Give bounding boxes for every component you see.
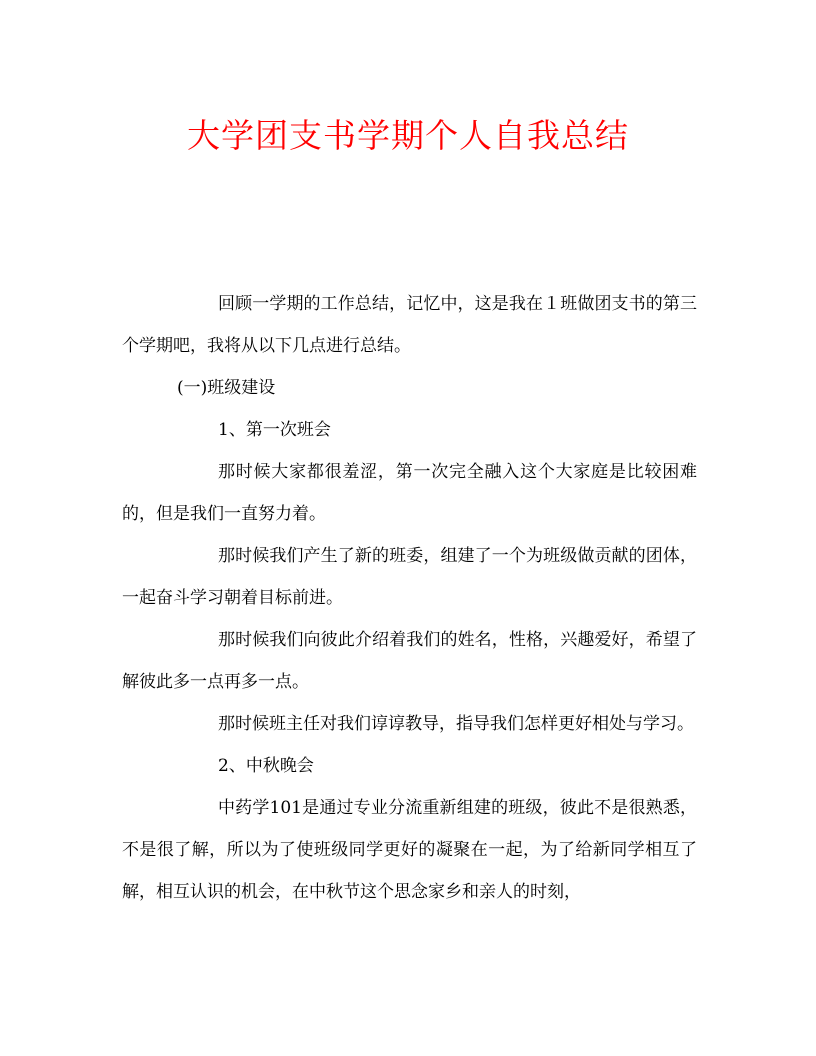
document-body <box>122 283 697 913</box>
paragraph-introductions: 那时候我们向彼此介绍着我们的姓名，性格，兴趣爱好，希望了解彼此多一点再多一点。 <box>122 630 697 692</box>
paragraph-intro: 回顾一学期的工作总结，记忆中，这是我在１班做团支书的第三个学期吧，我将从以下几点进行总结。 <box>122 294 697 356</box>
paragraph-shy: 那时候大家都很羞涩，第一次完全融入这个大家庭是比较困难的，但是我们一直努力着。 <box>122 462 697 524</box>
subheading-first-class-meeting: 1、第一次班会 <box>218 420 331 440</box>
document-title: 大学团支书学期个人自我总结 <box>187 116 629 155</box>
paragraph-new-class: 中药学101是通过专业分流重新组建的班级，彼此不是很熟悉，不是很了解，所以为了使班级同学更好的凝聚在一起，为了给新同学相互了解，相互认识的机会，在中秋节这个思念家乡和亲人的时刻， <box>122 798 697 902</box>
subheading-mid-autumn-party: 2、中秋晚会 <box>218 756 314 776</box>
paragraph-teacher-guidance: 那时候班主任对我们谆谆教导，指导我们怎样更好相处与学习。 <box>218 714 694 734</box>
paragraph-new-committee: 那时候我们产生了新的班委，组建了一个为班级做贡献的团体，一起奋斗学习朝着目标前进。 <box>122 546 697 608</box>
section-heading-class-building: (一)班级建设 <box>177 378 276 398</box>
